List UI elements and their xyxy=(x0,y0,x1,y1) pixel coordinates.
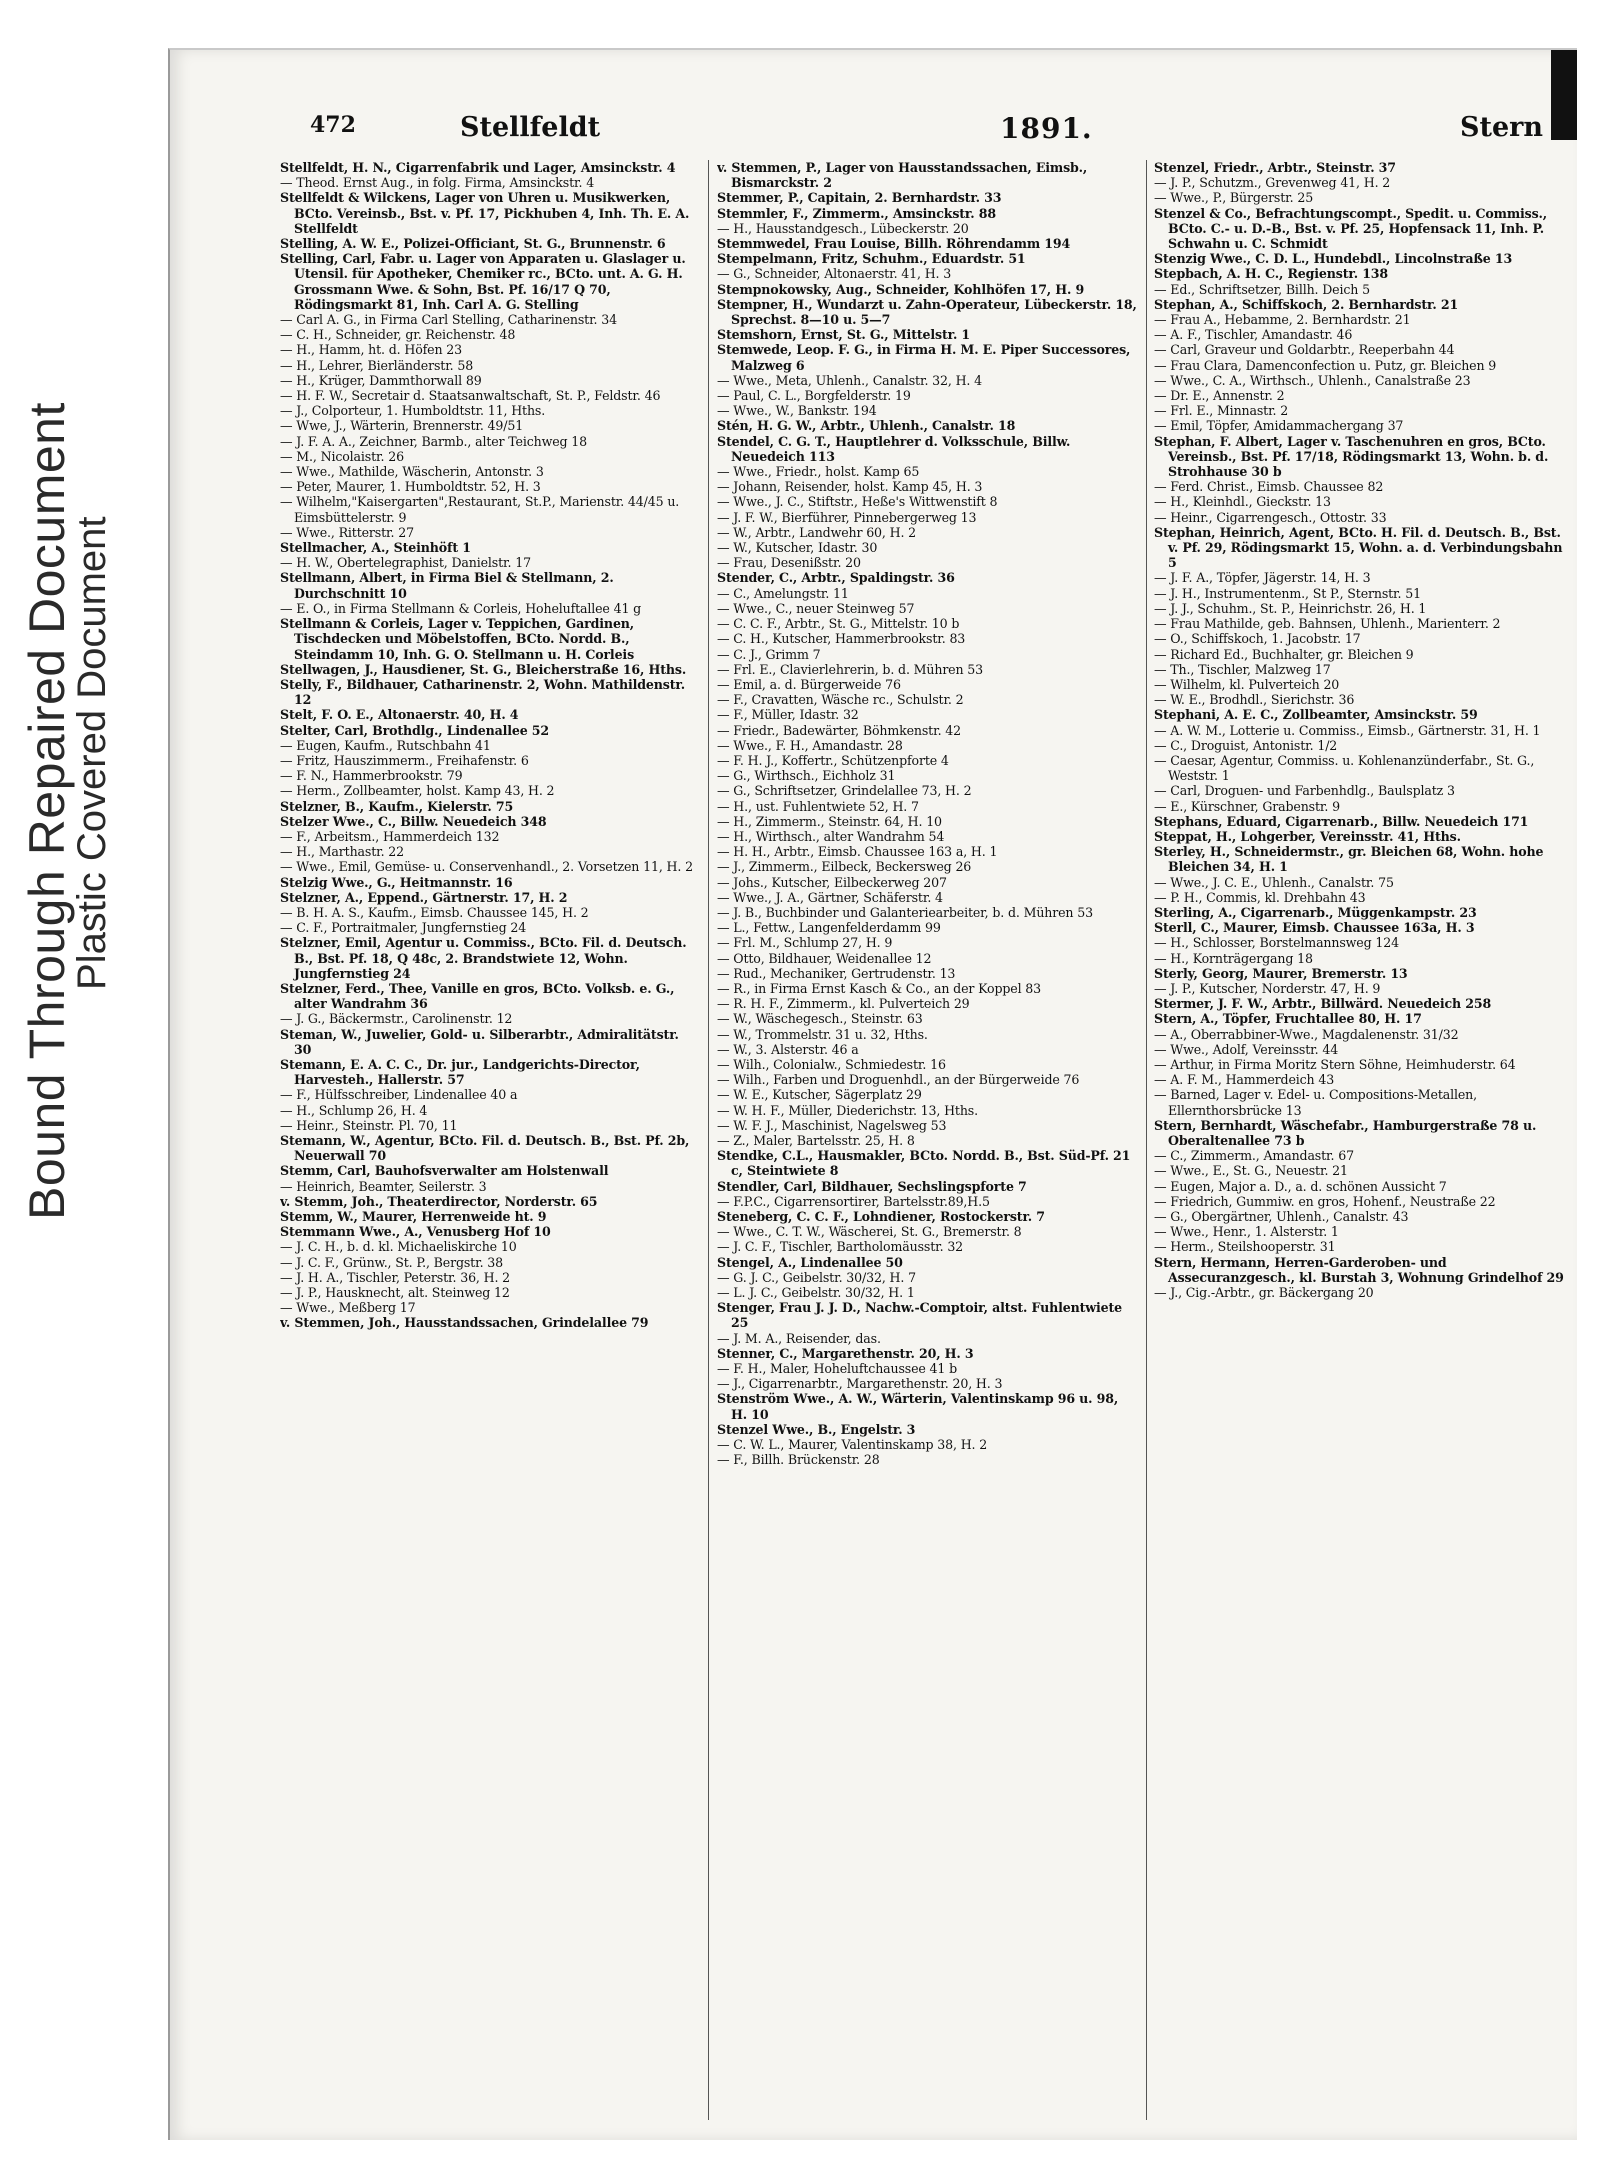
directory-entry: — H. W., Obertelegraphist, Danielstr. 17 xyxy=(280,555,531,571)
directory-entry: Stemm, W., Maurer, Herrenweide ht. 9 xyxy=(280,1209,547,1225)
directory-entry: Stendel, C. G. T., Hauptlehrer d. Volksschule, Billw. Neuedeich 113 xyxy=(717,433,1071,464)
directory-entry: — H., Schlosser, Borstelmannsweg 124 xyxy=(1154,935,1399,951)
directory-entry: — W. E., Brodhdl., Sierichstr. 36 xyxy=(1154,692,1355,708)
directory-entry: — Wwe., P., Bürgerstr. 25 xyxy=(1154,190,1314,206)
directory-entry: — E. O., in Firma Stellmann & Corleis, Hoheluftallee 41 g xyxy=(280,600,642,616)
directory-entry: — O., Schiffskoch, 1. Jacobstr. 17 xyxy=(1154,631,1361,647)
directory-entry: — F., Hülfsschreiber, Lindenallee 40 a xyxy=(280,1087,518,1103)
directory-entry: Stempnokowsky, Aug., Schneider, Kohlhöfen 17, H. 9 xyxy=(717,281,1085,297)
directory-entry: — H., Zimmerm., Steinstr. 64, H. 10 xyxy=(717,813,942,829)
directory-entry: Stellmacher, A., Steinhöft 1 xyxy=(280,540,471,556)
directory-entry: — Otto, Bildhauer, Weidenallee 12 xyxy=(717,950,932,966)
directory-entry: Sterling, A., Cigarrenarb., Müggenkampstr. 23 xyxy=(1154,904,1477,920)
directory-entry: — G. J. C., Geibelstr. 30/32, H. 7 xyxy=(717,1269,916,1285)
plastic-covered-label: Plastic Covered Document xyxy=(70,516,114,990)
directory-entry: — Wilhelm, kl. Pulverteich 20 xyxy=(1154,676,1340,692)
directory-entry: Stelling, A. W. E., Polizei-Officiant, St. G., Brunnenstr. 6 xyxy=(280,236,666,252)
directory-entry: — Herm., Zollbeamter, holst. Kamp 43, H. 2 xyxy=(280,783,555,799)
directory-entry: — Wwe., J. A., Gärtner, Schäferstr. 4 xyxy=(717,889,943,905)
directory-entry: — Heinr., Steinstr. Pl. 70, 11 xyxy=(280,1117,458,1133)
directory-entry: — J., Colporteur, 1. Humboldtstr. 11, Hths. xyxy=(280,403,546,419)
directory-entry: — F. N., Hammerbrookstr. 79 xyxy=(280,768,463,784)
directory-entry: — Frau Clara, Damenconfection u. Putz, gr. Bleichen 9 xyxy=(1154,357,1497,373)
directory-entry: Stepbach, A. H. C., Regienstr. 138 xyxy=(1154,266,1389,282)
directory-entry: — H. F. W., Secretair d. Staatsanwaltschaft, St. P., Feldstr. 46 xyxy=(280,388,661,404)
directory-entry: — Carl A. G., in Firma Carl Stelling, Catharinenstr. 34 xyxy=(280,312,617,328)
directory-entry: — Rud., Mechaniker, Gertrudenstr. 13 xyxy=(717,965,956,981)
directory-entry: — Carl, Graveur und Goldarbtr., Reeperbahn 44 xyxy=(1154,342,1455,358)
directory-entry: — Arthur, in Firma Moritz Stern Söhne, Heimhuderstr. 64 xyxy=(1154,1056,1516,1072)
columns-container xyxy=(280,160,1570,2140)
directory-entry: — H., Lehrer, Bierländerstr. 58 xyxy=(280,357,474,373)
directory-entry: — Heinr., Cigarrengesch., Ottostr. 33 xyxy=(1154,509,1387,525)
scan-edge-shadow xyxy=(1551,50,1577,140)
directory-entry: — Wwe., Ritterstr. 27 xyxy=(280,524,414,540)
directory-entry: — J. F. A. A., Zeichner, Barmb., alter Teichweg 18 xyxy=(280,433,588,449)
directory-entry: — H., Marthastr. 22 xyxy=(280,844,405,860)
directory-entry: Stellfeldt, H. N., Cigarrenfabrik und Lager, Amsinckstr. 4 xyxy=(280,160,676,175)
directory-entry: Stendke, C.L., Hausmakler, BCto. Nordd. B., Bst. Süd-Pf. 21 c, Steintwiete 8 xyxy=(717,1148,1131,1179)
directory-entry: — H., Hamm, ht. d. Höfen 23 xyxy=(280,342,462,358)
directory-entry: — Wwe., Henr., 1. Alsterstr. 1 xyxy=(1154,1224,1339,1240)
directory-entry: — L., Fettw., Langenfelderdamm 99 xyxy=(717,920,941,936)
directory-entry: — G., Schriftsetzer, Grindelallee 73, H. 2 xyxy=(717,783,972,799)
directory-entry: — C., Amelungstr. 11 xyxy=(717,585,849,601)
directory-entry: — W., Wäschegesch., Steinstr. 63 xyxy=(717,1011,923,1027)
directory-entry: — C., Zimmerm., Amandastr. 67 xyxy=(1154,1148,1354,1164)
directory-entry: — Theod. Ernst Aug., in folg. Firma, Amsinckstr. 4 xyxy=(280,175,595,191)
directory-entry: — Ferd. Christ., Eimsb. Chaussee 82 xyxy=(1154,479,1384,495)
page-header xyxy=(310,112,1544,152)
directory-entry: Stemmann Wwe., A., Venusberg Hof 10 xyxy=(280,1224,551,1240)
directory-entry: — A., Oberrabbiner-Wwe., Magdalenenstr. 31/32 xyxy=(1154,1026,1459,1042)
directory-entry: — Wwe., Friedr., holst. Kamp 65 xyxy=(717,464,920,480)
directory-entry: — H., ust. Fuhlentwiete 52, H. 7 xyxy=(717,798,919,814)
directory-entry: — E., Kürschner, Grabenstr. 9 xyxy=(1154,798,1340,814)
column-divider xyxy=(708,160,709,2120)
directory-entry: Stelt, F. O. E., Altonaerstr. 40, H. 4 xyxy=(280,707,519,723)
directory-entry: — G., Schneider, Altonaerstr. 41, H. 3 xyxy=(717,266,952,282)
directory-entry: Stelzner, Emil, Agentur u. Commiss., BCto. Fil. d. Deutsch. B., Bst. Pf. 18, Q 48c, 2. Brandstwiete 12, Wohn. Jungfernstieg 24 xyxy=(280,935,687,981)
directory-entry: — C. W. L., Maurer, Valentinskamp 38, H. 2 xyxy=(717,1437,988,1453)
directory-entry: Stelzig Wwe., G., Heitmannstr. 16 xyxy=(280,874,513,890)
directory-entry: Stern, A., Töpfer, Fruchtallee 80, H. 17 xyxy=(1154,1011,1422,1027)
directory-entry: — C. F., Portraitmaler, Jungfernstieg 24 xyxy=(280,920,527,936)
directory-entry: — J. F. A., Töpfer, Jägerstr. 14, H. 3 xyxy=(1154,570,1371,586)
directory-entry: — Wwe., J. C. E., Uhlenh., Canalstr. 75 xyxy=(1154,874,1394,890)
directory-entry: Stemann, W., Agentur, BCto. Fil. d. Deutsch. B., Bst. Pf. 2b, Neuerwall 70 xyxy=(280,1133,690,1164)
directory-entry: Stellmann, Albert, in Firma Biel & Stellmann, 2. Durchschnitt 10 xyxy=(280,570,614,601)
directory-entry: Stenger, Frau J. J. D., Nachw.-Comptoir, altst. Fuhlentwiete 25 xyxy=(717,1300,1122,1331)
directory-entry: — C. H., Schneider, gr. Reichenstr. 48 xyxy=(280,327,516,343)
column-divider xyxy=(1146,160,1147,2120)
directory-entry: — C. H., Kutscher, Hammerbrookstr. 83 xyxy=(717,631,966,647)
directory-entry: — Frau A., Hebamme, 2. Bernhardstr. 21 xyxy=(1154,312,1411,328)
directory-entry: Stenström Wwe., A. W., Wärterin, Valentinskamp 96 u. 98, H. 10 xyxy=(717,1391,1119,1422)
directory-entry: — Th., Tischler, Malzweg 17 xyxy=(1154,661,1331,677)
directory-entry: — Wwe., C., neuer Steinweg 57 xyxy=(717,600,915,616)
directory-entry: Stempner, H., Wundarzt u. Zahn-Operateur, Lübeckerstr. 18, Sprechst. 8—10 u. 5—7 xyxy=(717,296,1137,328)
directory-entry: — A. W. M., Lotterie u. Commiss., Eimsb., Gärtnerstr. 31, H. 1 xyxy=(1154,722,1541,738)
directory-entry: Stelter, Carl, Brothdlg., Lindenallee 52 xyxy=(280,722,550,738)
directory-entry: — J. P., Hausknecht, alt. Steinweg 12 xyxy=(280,1285,510,1301)
directory-entry: — J. C. F., Tischler, Bartholomäusstr. 32 xyxy=(717,1239,964,1255)
directory-entry: — J. P., Schutzm., Grevenweg 41, H. 2 xyxy=(1154,175,1391,191)
directory-entry: — H., Wirthsch., alter Wandrahm 54 xyxy=(717,828,945,844)
directory-entry: — F. H. J., Koffertr., Schützenpforte 4 xyxy=(717,752,949,768)
directory-entry: — H., Krüger, Dammthorwall 89 xyxy=(280,372,482,388)
directory-entry: Stemmer, P., Capitain, 2. Bernhardstr. 33 xyxy=(717,190,1002,206)
directory-entry: — Frau, Desenißstr. 20 xyxy=(717,555,861,571)
directory-entry: — H., Hausstandgesch., Lübeckerstr. 20 xyxy=(717,220,969,236)
directory-entry: — Carl, Droguen- und Farbenhdlg., Baulsplatz 3 xyxy=(1154,783,1455,799)
directory-entry: Stellfeldt & Wilckens, Lager von Uhren u. Musikwerken, BCto. Vereinsb., Bst. v. Pf. 17, Pickhuben 4, Inh. Th. E. A. Stellfeldt xyxy=(280,190,690,236)
directory-entry: Stenzig Wwe., C. D. L., Hundebdl., Lincolnstraße 13 xyxy=(1154,251,1513,267)
directory-entry: — Wwe., C. T. W., Wäscherei, St. G., Bremerstr. 8 xyxy=(717,1224,1022,1240)
directory-entry: — R., in Firma Ernst Kasch & Co., an der Koppel 83 xyxy=(717,980,1042,996)
directory-entry: — J. C. H., b. d. kl. Michaeliskirche 10 xyxy=(280,1239,517,1255)
directory-entry: Stenzel & Co., Befrachtungscompt., Spedit. u. Commiss., BCto. C.- u. D.-B., Bst. v. Pf. 25, Hopfensack 11, Inh. P. Schwahn u. C. Schmidt xyxy=(1154,205,1547,252)
directory-entry: Stelzner, A., Eppend., Gärtnerstr. 17, H. 2 xyxy=(280,889,568,905)
directory-entry: Stephani, A. E. C., Zollbeamter, Amsinckstr. 59 xyxy=(1154,707,1478,723)
directory-entry: — Frau Mathilde, geb. Bahnsen, Uhlenh., Marienterr. 2 xyxy=(1154,616,1501,632)
directory-entry: Stephan, A., Schiffskoch, 2. Bernhardstr. 21 xyxy=(1154,296,1459,312)
directory-entry: Steppat, H., Lohgerber, Vereinsstr. 41, Hths. xyxy=(1154,828,1461,844)
directory-entry: — Eugen, Major a. D., a. d. schönen Aussicht 7 xyxy=(1154,1178,1447,1194)
directory-entry: Stephans, Eduard, Cigarrenarb., Billw. Neuedeich 171 xyxy=(1154,813,1529,829)
directory-entry: Stelzer Wwe., C., Billw. Neuedeich 348 xyxy=(280,813,547,829)
directory-entry: — C. J., Grimm 7 xyxy=(717,646,821,662)
directory-entry: — J. B., Buchbinder und Galanteriearbeiter, b. d. Mühren 53 xyxy=(717,904,1093,920)
directory-entry: — H., Schlump 26, H. 4 xyxy=(280,1102,428,1118)
directory-entry: — Friedrich, Gummiw. en gros, Hohenf., Neustraße 22 xyxy=(1154,1193,1496,1209)
directory-entry: — Emil, a. d. Bürgerweide 76 xyxy=(717,676,901,692)
directory-entry: — J., Cigarrenarbtr., Margarethenstr. 20, H. 3 xyxy=(717,1376,1003,1392)
header-right-word: Stern xyxy=(1460,112,1544,143)
directory-entry: — J. C. F., Grünw., St. P., Bergstr. 38 xyxy=(280,1254,504,1270)
directory-entry: Stelzner, B., Kaufm., Kielerstr. 75 xyxy=(280,798,514,814)
directory-entry: — A. F., Tischler, Amandastr. 46 xyxy=(1154,327,1353,343)
directory-entry: — Barned, Lager v. Edel- u. Compositions-Metallen, Ellernthorsbrücke 13 xyxy=(1154,1087,1477,1118)
header-left-word: Stellfeldt xyxy=(460,112,601,143)
directory-entry: — W., Arbtr., Landwehr 60, H. 2 xyxy=(717,524,917,540)
directory-entry: Stemwede, Leop. F. G., in Firma H. M. E. Piper Successores, Malzweg 6 xyxy=(717,342,1131,373)
directory-entry: — P. H., Commis, kl. Drehbahn 43 xyxy=(1154,889,1366,905)
directory-entry: — Wwe., Adolf, Vereinsstr. 44 xyxy=(1154,1041,1339,1057)
directory-entry: Stenzel, Friedr., Arbtr., Steinstr. 37 xyxy=(1154,160,1396,175)
directory-entry: — Friedr., Badewärter, Böhmkenstr. 42 xyxy=(717,722,962,738)
directory-entry: Stenner, C., Margarethenstr. 20, H. 3 xyxy=(717,1345,974,1361)
directory-entry: — Wwe., Meta, Uhlenh., Canalstr. 32, H. 4 xyxy=(717,372,982,388)
directory-entry: Stempelmann, Fritz, Schuhm., Eduardstr. 51 xyxy=(717,251,1026,267)
directory-entry: — B. H. A. S., Kaufm., Eimsb. Chaussee 145, H. 2 xyxy=(280,904,589,920)
directory-entry: Steman, W., Juwelier, Gold- u. Silberarbtr., Admiralitätstr. 30 xyxy=(280,1026,679,1057)
directory-entry: Stephan, Heinrich, Agent, BCto. H. Fil. d. Deutsch. B., Bst. v. Pf. 29, Rödingsmarkt 15, Wohn. a. d. Verbindungsbahn 5 xyxy=(1154,524,1563,571)
directory-entry: — W., Kutscher, Idastr. 30 xyxy=(717,540,878,556)
directory-entry: Stendler, Carl, Bildhauer, Sechslingspforte 7 xyxy=(717,1178,1027,1194)
directory-entry: v. Stemm, Joh., Theaterdirector, Norderstr. 65 xyxy=(280,1193,598,1209)
directory-entry: — F., Müller, Idastr. 32 xyxy=(717,707,859,723)
directory-entry: Stermer, J. F. W., Arbtr., Billwärd. Neuedeich 258 xyxy=(1154,996,1492,1012)
directory-entry: — Frl. E., Clavierlehrerin, b. d. Mühren 53 xyxy=(717,661,984,677)
directory-entry: — G., Obergärtner, Uhlenh., Canalstr. 43 xyxy=(1154,1209,1409,1225)
directory-entry: — Frl. M., Schlump 27, H. 9 xyxy=(717,935,893,951)
directory-entry: — J. H. A., Tischler, Peterstr. 36, H. 2 xyxy=(280,1269,511,1285)
directory-entry: — M., Nicolaistr. 26 xyxy=(280,448,404,464)
directory-entry: — Wilhelm,"Kaisergarten",Restaurant, St.P., Marienstr. 44/45 u. Eimsbüttelerstr. 9 xyxy=(280,494,680,525)
directory-entry: Stender, C., Arbtr., Spaldingstr. 36 xyxy=(717,570,955,586)
directory-entry: — J., Cig.-Arbtr., gr. Bäckergang 20 xyxy=(1154,1285,1374,1301)
directory-entry: Sterley, H., Schneidermstr., gr. Bleichen 68, Wohn. hohe Bleichen 34, H. 1 xyxy=(1154,844,1544,875)
directory-entry: Stemmwedel, Frau Louise, Billh. Röhrendamm 194 xyxy=(717,236,1071,252)
directory-entry: — Wwe., W., Bankstr. 194 xyxy=(717,403,877,419)
directory-entry: Sterll, C., Maurer, Eimsb. Chaussee 163a, H. 3 xyxy=(1154,920,1475,936)
directory-entry: — R. H. F., Zimmerm., kl. Pulverteich 29 xyxy=(717,996,970,1012)
directory-entry: — Paul, C. L., Borgfelderstr. 19 xyxy=(717,388,911,404)
directory-entry: — Wwe., C. A., Wirthsch., Uhlenh., Canalstraße 23 xyxy=(1154,372,1471,388)
directory-entry: Steneberg, C. C. F., Lohndiener, Rostockerstr. 7 xyxy=(717,1209,1045,1225)
directory-entry: — Richard Ed., Buchhalter, gr. Bleichen 9 xyxy=(1154,646,1414,662)
directory-entry: Stellmann & Corleis, Lager v. Teppichen, Gardinen, Tischdecken und Möbelstoffen, BCto. Nordd. B., Steindamm 10, Inh. G. O. Stellmann u. H. Corleis xyxy=(280,616,635,662)
bound-through-label: Bound Through Repaired Document xyxy=(19,402,75,1220)
directory-entry: Stellwagen, J., Hausdiener, St. G., Bleicherstraße 16, Hths. xyxy=(280,661,687,677)
directory-entry: — Johs., Kutscher, Eilbeckerweg 207 xyxy=(717,874,947,890)
directory-entry: — W., 3. Alsterstr. 46 a xyxy=(717,1041,859,1057)
directory-entry: — F. H., Maler, Hoheluftchaussee 41 b xyxy=(717,1361,958,1377)
directory-entry: — W. E., Kutscher, Sägerplatz 29 xyxy=(717,1087,922,1103)
directory-entry: Stengel, A., Lindenallee 50 xyxy=(717,1254,903,1270)
directory-entry: — Herm., Steilshooperstr. 31 xyxy=(1154,1239,1336,1255)
page-number: 472 xyxy=(310,112,356,138)
directory-entry: v. Stemmen, P., Lager von Hausstandssachen, Eimsb., Bismarckstr. 2 xyxy=(717,160,1088,191)
directory-entry: — Caesar, Agentur, Commiss. u. Kohlenanzünderfabr., St. G., Weststr. 1 xyxy=(1154,752,1535,784)
directory-entry: — Heinrich, Beamter, Seilerstr. 3 xyxy=(280,1178,487,1194)
directory-entry: — H., Kornträgergang 18 xyxy=(1154,950,1313,966)
scan-side-label xyxy=(0,0,150,2177)
directory-entry: — J. J., Schuhm., St. P., Heinrichstr. 26, H. 1 xyxy=(1154,600,1427,616)
directory-entry: Stern, Hermann, Herren-Garderoben- und Assecuranzgesch., kl. Burstah 3, Wohnung Grindelhof 29 xyxy=(1154,1254,1564,1285)
directory-page xyxy=(168,48,1577,2140)
directory-entry: — J. M. A., Reisender, das. xyxy=(717,1330,881,1346)
directory-entry: — Wwe., Emil, Gemüse- u. Conservenhandl., 2. Vorsetzen 11, H. 2 xyxy=(280,859,693,875)
directory-entry: — J., Zimmerm., Eilbeck, Beckersweg 26 xyxy=(717,859,972,875)
directory-entry: Stenzel Wwe., B., Engelstr. 3 xyxy=(717,1421,916,1437)
directory-entry: — Z., Maler, Bartelsstr. 25, H. 8 xyxy=(717,1133,915,1148)
column-3 xyxy=(1154,160,1574,2130)
directory-entry: — H. H., Arbtr., Eimsb. Chaussee 163 a, H. 1 xyxy=(717,844,998,860)
directory-entry: — J. H., Instrumentenm., St P., Sternstr. 51 xyxy=(1154,585,1421,601)
directory-entry: — G., Wirthsch., Eichholz 31 xyxy=(717,768,896,784)
directory-entry: — J. G., Bäckermstr., Carolinenstr. 12 xyxy=(280,1011,513,1027)
directory-entry: — Wwe., E., St. G., Neuestr. 21 xyxy=(1154,1163,1348,1179)
directory-entry: — F.P.C., Cigarrensortirer, Bartelsstr.89,H.5 xyxy=(717,1193,990,1209)
directory-entry: — F., Arbeitsm., Hammerdeich 132 xyxy=(280,828,500,844)
directory-entry: v. Stemmen, Joh., Hausstandssachen, Grindelallee 79 xyxy=(280,1315,649,1331)
column-2 xyxy=(717,160,1137,2130)
directory-entry: Stern, Bernhardt, Wäschefabr., Hamburgerstraße 78 u. Oberaltenallee 73 b xyxy=(1154,1117,1537,1148)
directory-entry: — Johann, Reisender, holst. Kamp 45, H. 3 xyxy=(717,479,983,495)
directory-entry: — L. J. C., Geibelstr. 30/32, H. 1 xyxy=(717,1285,915,1301)
directory-entry: — J. F. W., Bierführer, Pinnebergerweg 13 xyxy=(717,509,977,525)
directory-entry: — Wilh., Farben und Droguenhdl., an der Bürgerweide 76 xyxy=(717,1072,1080,1088)
directory-entry: — F., Billh. Brückenstr. 28 xyxy=(717,1452,880,1468)
directory-entry: Stemmler, F., Zimmerm., Amsinckstr. 88 xyxy=(717,205,996,221)
directory-entry: Stephan, F. Albert, Lager v. Taschenuhren en gros, BCto. Vereinsb., Bst. Pf. 17/18, Rödingsmarkt 13, Wohn. b. d. Strohhause 30 b xyxy=(1154,433,1549,480)
directory-entry: Stemshorn, Ernst, St. G., Mittelstr. 1 xyxy=(717,327,971,343)
directory-entry: — W. H. F., Müller, Diederichstr. 13, Hths. xyxy=(717,1102,978,1118)
directory-entry: — Emil, Töpfer, Amidammachergang 37 xyxy=(1154,418,1404,434)
directory-entry: — Ed., Schriftsetzer, Billh. Deich 5 xyxy=(1154,281,1370,297)
directory-entry: — Wwe., Meßberg 17 xyxy=(280,1300,416,1316)
directory-entry: — Wwe., Mathilde, Wäscherin, Antonstr. 3 xyxy=(280,464,544,480)
directory-entry: — Wwe., J. C., Stiftstr., Heße's Wittwenstift 8 xyxy=(717,494,998,510)
column-1 xyxy=(280,160,700,2130)
directory-entry: — A. F. M., Hammerdeich 43 xyxy=(1154,1072,1335,1088)
directory-entry: — J. P., Kutscher, Norderstr. 47, H. 9 xyxy=(1154,980,1381,996)
directory-entry: — F., Cravatten, Wäsche rc., Schulstr. 2 xyxy=(717,692,964,708)
directory-entry: — H., Kleinhdl., Gieckstr. 13 xyxy=(1154,494,1331,510)
directory-entry: — Wwe., F. H., Amandastr. 28 xyxy=(717,737,903,753)
directory-entry: Stemm, Carl, Bauhofsverwalter am Holstenwall xyxy=(280,1163,609,1179)
directory-entry: Stén, H. G. W., Arbtr., Uhlenh., Canalstr. 18 xyxy=(717,418,1016,434)
directory-entry: Sterly, Georg, Maurer, Bremerstr. 13 xyxy=(1154,965,1408,981)
directory-entry: — Wilh., Colonialw., Schmiedestr. 16 xyxy=(717,1056,946,1072)
directory-entry: Stemann, E. A. C. C., Dr. jur., Landgerichts-Director, Harvestеh., Hallerstr. 57 xyxy=(280,1056,640,1088)
header-year: 1891. xyxy=(1000,112,1093,145)
directory-entry: — Wwe, J., Wärterin, Brennerstr. 49/51 xyxy=(280,418,524,434)
directory-entry: Stelzner, Ferd., Thee, Vanille en gros, BCto. Volksb. e. G., alter Wandrahm 36 xyxy=(280,980,675,1012)
directory-entry: — Fritz, Hauszimmerm., Freihafenstr. 6 xyxy=(280,752,529,768)
directory-entry: — C., Droguist, Antonistr. 1/2 xyxy=(1154,737,1338,753)
directory-entry: — Eugen, Kaufm., Rutschbahn 41 xyxy=(280,737,491,753)
directory-entry: — W. F. J., Maschinist, Nagelsweg 53 xyxy=(717,1117,947,1133)
directory-entry: Stelling, Carl, Fabr. u. Lager von Apparaten u. Glaslager u. Utensil. für Apotheker, Chemiker rc., BCto. unt. A. G. H. Grossmann Wwe. & Sohn, Bst. Pf. 16/17 Q 70, Rödingsmarkt 81, Inh. Carl A. G. Stelling xyxy=(280,251,686,312)
directory-entry: — Dr. E., Annenstr. 2 xyxy=(1154,388,1285,404)
directory-entry: — Peter, Maurer, 1. Humboldtstr. 52, H. 3 xyxy=(280,479,541,495)
directory-entry: — C. C. F., Arbtr., St. G., Mittelstr. 10 b xyxy=(717,616,960,632)
directory-entry: — Frl. E., Minnastr. 2 xyxy=(1154,403,1289,419)
directory-entry: Stelly, F., Bildhauer, Catharinenstr. 2, Wohn. Mathildenstr. 12 xyxy=(280,676,685,708)
directory-entry: — W., Trommelstr. 31 u. 32, Hths. xyxy=(717,1026,928,1042)
